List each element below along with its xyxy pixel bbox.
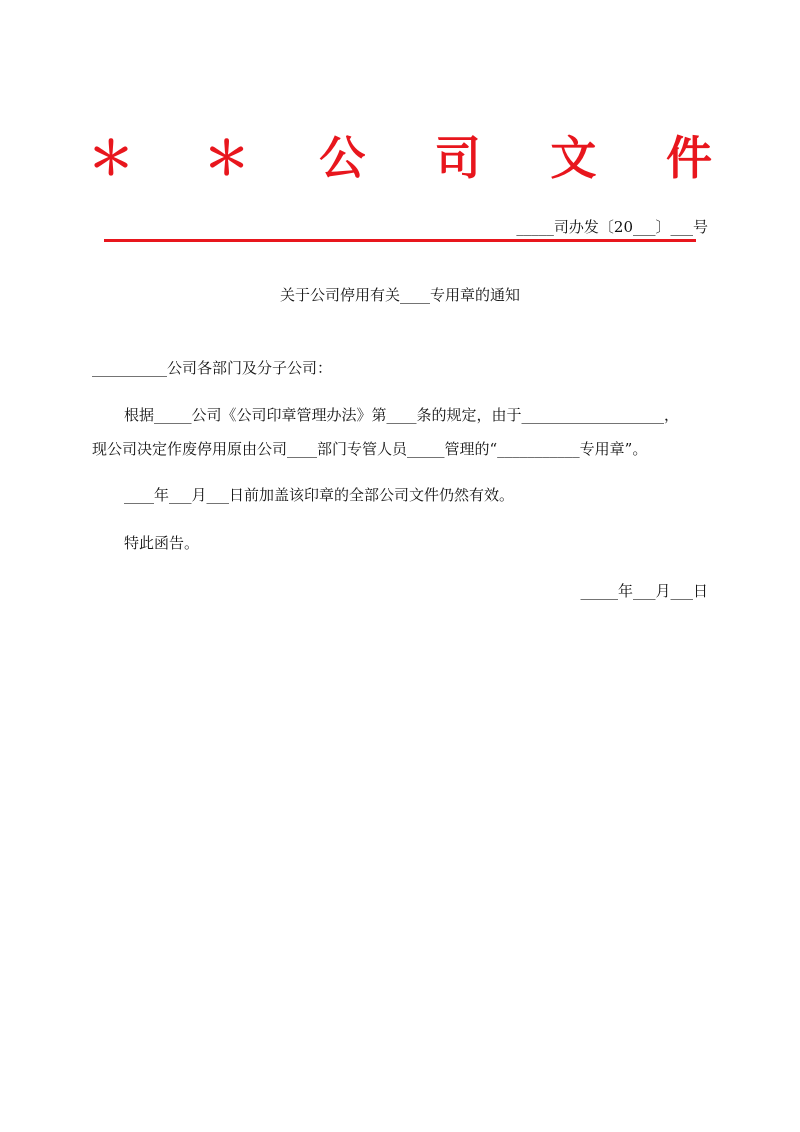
header-char-1: ＊	[88, 131, 134, 185]
header-char-2: ＊	[203, 131, 250, 185]
header-char-3: 公	[319, 131, 366, 185]
header-char-6: 件	[665, 131, 712, 185]
header-char-5: 文	[550, 131, 597, 185]
header-char-4: 司	[434, 131, 481, 185]
body-paragraph-1-line-2: 现公司决定作废停用原由公司____部门专管人员_____管理的“___________专用章”。	[92, 440, 648, 458]
red-header-divider	[104, 239, 696, 242]
document-number: _____司办发〔20___〕___号	[516, 218, 708, 236]
document-header-title	[88, 128, 712, 188]
body-paragraph-1-line-1: 根据_____公司《公司印章管理办法》第____条的规定，由于___________________，	[124, 406, 680, 424]
salutation: __________公司各部门及分子公司：	[92, 359, 333, 377]
body-paragraph-2: ____年___月___日前加盖该印章的全部公司文件仍然有效。	[124, 486, 515, 504]
closing-line: 特此函告。	[124, 534, 200, 552]
date-line: _____年___月___日	[580, 582, 708, 600]
notice-title: 关于公司停用有关____专用章的通知	[279, 286, 520, 304]
